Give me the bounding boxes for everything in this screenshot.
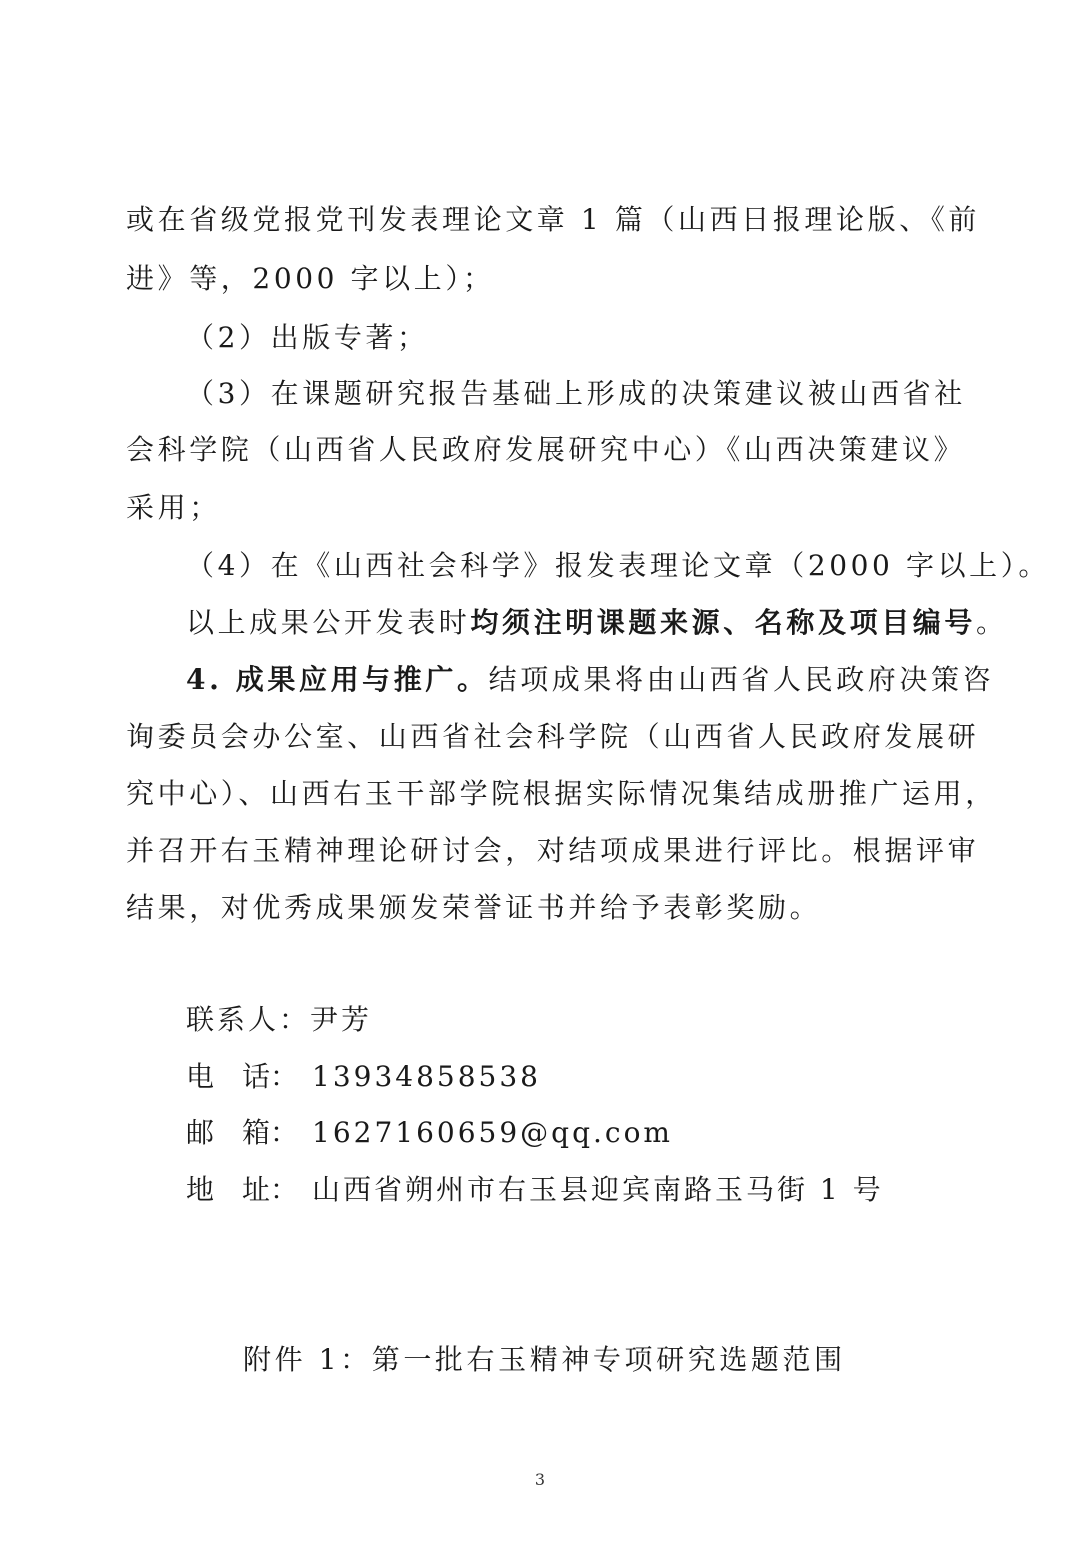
contact-person-value: 尹芳 (310, 1003, 373, 1036)
list-item-4: （4）在《山西社会科学》报发表理论文章（2000 字以上）。 (186, 549, 1050, 582)
section-4-heading-line (186, 660, 994, 700)
contact-person (186, 1000, 372, 1040)
contact-email (186, 1113, 673, 1153)
note-prefix: 以上成果公开发表时 (186, 606, 471, 639)
contact-person-label: 联系人： (186, 1003, 311, 1036)
note-suffix: 。 (976, 606, 1008, 639)
contact-address-label: 地 址： (186, 1173, 299, 1206)
body-line: 究中心）、山西右玉干部学院根据实际情况集结成册推广运用， (126, 777, 997, 810)
section-4-text: 结项成果将由山西省人民政府决策咨 (488, 663, 995, 696)
page-number: 3 (534, 1470, 546, 1489)
contact-phone-label: 电 话： (186, 1060, 299, 1093)
body-line: 采用； (126, 491, 221, 524)
contact-phone-value: 13934858538 (312, 1060, 541, 1093)
body-line: 进》等，2000 字以上）； (126, 262, 495, 295)
body-line: 并召开右玉精神理论研讨会，对结项成果进行评比。根据评审 (126, 834, 980, 867)
contact-email-label: 邮 箱： (186, 1116, 299, 1149)
contact-address-value: 山西省朔州市右玉县迎宾南路玉马街 1 号 (312, 1173, 884, 1206)
body-line: 或在省级党报党刊发表理论文章 1 篇（山西日报理论版、《前 (126, 203, 981, 236)
list-item-3: （3）在课题研究报告基础上形成的决策建议被山西省社 (186, 377, 966, 410)
publication-note (186, 603, 1008, 643)
body-line: 会科学院（山西省人民政府发展研究中心）《山西决策建议》 (126, 433, 966, 466)
list-item-2: （2）出版专著； (186, 321, 429, 354)
contact-email-value: 1627160659@qq.com (312, 1116, 673, 1149)
contact-address (186, 1170, 884, 1210)
attachment-title: 附件 1：第一批右玉精神专项研究选题范围 (243, 1343, 846, 1376)
note-emphasis: 均须注明课题来源、名称及项目编号 (470, 606, 977, 639)
body-line: 询委员会办公室、山西省社会科学院（山西省人民政府发展研 (126, 720, 980, 753)
contact-phone (186, 1057, 541, 1097)
body-line: 结果，对优秀成果颁发荣誉证书并给予表彰奖励。 (126, 891, 822, 924)
section-4-title: 4. 成果应用与推广。 (186, 663, 489, 696)
